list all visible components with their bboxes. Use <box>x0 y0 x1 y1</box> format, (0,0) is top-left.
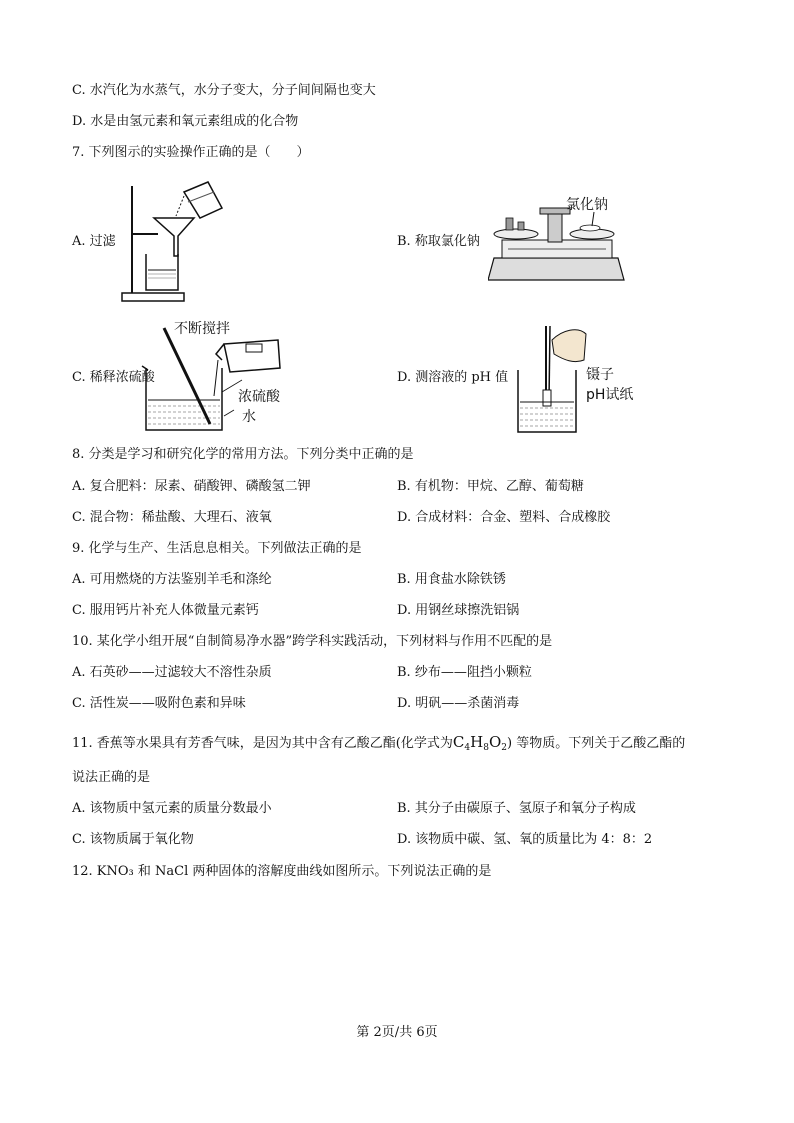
q10-stem: 10. 某化学小组开展“自制简易净水器”跨学科实践活动，下列材料与作用不匹配的是 <box>72 634 553 649</box>
q11-option-d: D. 该物质中碳、氢、氧的质量比为 4：8：2 <box>397 832 653 847</box>
q8-option-d: D. 合成材料：合金、塑料、合成橡胶 <box>397 510 611 525</box>
q8-option-a: A. 复合肥料：尿素、硝酸钾、磷酸氢二钾 <box>72 479 311 494</box>
q10-option-a: A. 石英砂——过滤较大不溶性杂质 <box>72 665 272 680</box>
q9-option-a: A. 可用燃烧的方法鉴别羊毛和涤纶 <box>72 572 272 587</box>
filtration-figure <box>118 178 228 304</box>
q8-stem: 8. 分类是学习和研究化学的常用方法。下列分类中正确的是 <box>72 447 414 462</box>
q11-stem-pre: 11. 香蕉等水果具有芳香气味，是因为其中含有乙酸乙酯(化学式为 <box>72 736 453 751</box>
sodium-chloride-label: 氯化钠 <box>566 197 608 213</box>
q7-stem: 7. 下列图示的实验操作正确的是（ ） <box>72 145 310 160</box>
q10-option-c: C. 活性炭——吸附色素和异味 <box>72 696 246 711</box>
conc-sulfuric-acid-label: 浓硫酸 <box>238 389 280 405</box>
page-number: 第 2页/共 6页 <box>356 1025 438 1040</box>
q10-option-b: B. 纱布——阻挡小颗粒 <box>397 665 532 680</box>
formula-c-count: 4 <box>464 743 471 753</box>
q7-option-c: C. 稀释浓硫酸 <box>72 370 155 385</box>
q10-option-d: D. 明矾——杀菌消毒 <box>397 696 520 711</box>
q11-option-b: B. 其分子由碳原子、氢原子和氧分子构成 <box>397 801 636 816</box>
q7-option-b: B. 称取氯化钠 <box>397 234 480 249</box>
q9-option-d: D. 用钢丝球擦洗铝锅 <box>397 603 520 618</box>
chemical-formula <box>453 733 507 751</box>
q6-option-d: D. 水是由氢元素和氧元素组成的化合物 <box>72 114 299 129</box>
formula-h: H <box>470 733 484 751</box>
q8-option-c: C. 混合物：稀盐酸、大理石、液氧 <box>72 510 272 525</box>
ph-paper-label: pH试纸 <box>586 387 634 403</box>
tweezers-label: 镊子 <box>586 367 614 383</box>
q9-option-c: C. 服用钙片补充人体微量元素钙 <box>72 603 259 618</box>
q9-option-b: B. 用食盐水除铁锈 <box>397 572 506 587</box>
q7-option-a: A. 过滤 <box>72 234 116 249</box>
formula-o-count: 2 <box>501 743 507 753</box>
q11-stem-post: ) 等物质。下列关于乙酸乙酯的 <box>506 736 686 751</box>
q11-option-a: A. 该物质中氢元素的质量分数最小 <box>72 801 272 816</box>
q9-stem: 9. 化学与生产、生活息息相关。下列做法正确的是 <box>72 541 362 556</box>
q6-option-c: C. 水汽化为水蒸气，水分子变大，分子间间隔也变大 <box>72 83 376 98</box>
q11-stem-line2: 说法正确的是 <box>72 770 151 785</box>
q11-option-c: C. 该物质属于氧化物 <box>72 832 194 847</box>
ph-test-figure <box>512 320 592 436</box>
q12-stem: 12. KNO₃ 和 NaCl 两种固体的溶解度曲线如图所示。下列说法正确的是 <box>72 864 492 879</box>
q11-stem <box>72 733 685 757</box>
stir-label: 不断搅拌 <box>174 321 230 337</box>
formula-o: O <box>488 733 502 751</box>
water-label: 水 <box>242 409 256 425</box>
formula-h-count: 8 <box>483 743 489 753</box>
q8-option-b: B. 有机物：甲烷、乙醇、葡萄糖 <box>397 479 584 494</box>
q7-option-d: D. 测溶液的 pH 值 <box>397 370 509 385</box>
formula-c: C <box>452 733 465 751</box>
